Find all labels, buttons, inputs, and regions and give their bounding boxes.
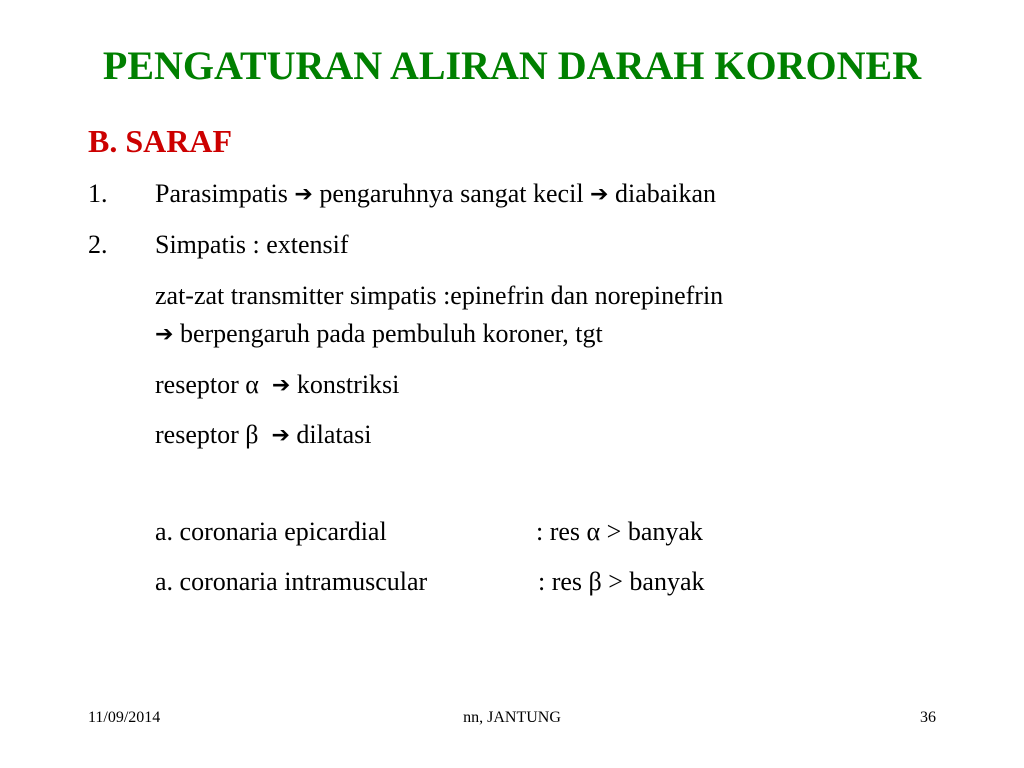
right-arrow-icon: ➔ <box>271 423 290 448</box>
coronaria-row <box>155 565 855 599</box>
transmitter-line: zat-zat transmitter simpatis :epinefrin dan norepinefrin <box>155 281 724 310</box>
coronaria-value: : res β > banyak <box>538 567 705 596</box>
list-number: 2. <box>88 230 108 259</box>
coronaria-row <box>155 515 855 549</box>
coronaria-value: : res α > banyak <box>536 517 703 546</box>
receptor-effect: dilatasi <box>296 420 372 449</box>
list-text <box>155 177 716 212</box>
item-text-part: Parasimpatis <box>155 179 288 208</box>
list-number: 1. <box>88 179 108 208</box>
list-item-2 <box>0 228 1024 262</box>
transmitter-text: berpengaruh pada pembuluh koroner, tgt <box>179 319 603 348</box>
receptor-label: reseptor β <box>155 420 259 449</box>
section-heading: B. SARAF <box>88 123 233 159</box>
slide-title: PENGATURAN ALIRAN DARAH KORONER <box>102 43 922 88</box>
footer-date: 11/09/2014 <box>88 709 161 726</box>
item-text-part: pengaruhnya sangat kecil <box>319 179 584 208</box>
coronaria-name: a. coronaria epicardial <box>155 517 387 546</box>
receptor-label: reseptor α <box>155 370 259 399</box>
list-text: Simpatis : extensif <box>155 230 349 259</box>
coronaria-name: a. coronaria intramuscular <box>155 567 428 596</box>
right-arrow-icon: ➔ <box>155 322 174 347</box>
right-arrow-icon: ➔ <box>590 182 609 207</box>
receptor-line <box>155 418 372 453</box>
footer-title: nn, JANTUNG <box>463 709 561 726</box>
right-arrow-icon: ➔ <box>271 373 291 398</box>
right-arrow-icon: ➔ <box>294 182 313 207</box>
item-text-part: diabaikan <box>614 179 717 208</box>
list-item-1 <box>0 177 1024 211</box>
receptor-line <box>155 368 399 403</box>
receptor-effect: konstriksi <box>296 370 400 399</box>
page-number: 36 <box>920 709 936 726</box>
transmitter-line <box>155 317 603 352</box>
